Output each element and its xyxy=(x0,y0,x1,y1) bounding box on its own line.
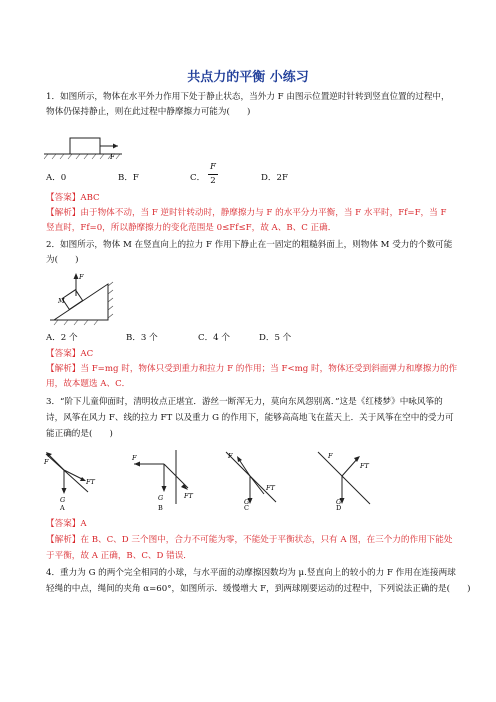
q3-fig-a-letter: A xyxy=(60,504,65,510)
q3-answer: 【答案】A xyxy=(46,519,87,529)
q3-fig-b-label-f: F xyxy=(132,454,137,462)
q3-fig-c-label-f: F xyxy=(228,452,233,460)
q2-analysis-line1: 【解析】当 F=mg 时，物体只受到重力和拉力 F 的作用；当 F<mg 时，物体还受到斜面弹力和摩擦力的作 xyxy=(46,364,458,374)
q1-fraction-bar xyxy=(208,174,218,175)
q1-option-a: A．0 xyxy=(46,173,67,183)
q3-analysis-line1: 【解析】在 B、C、D 三个图中，合力不可能为零，不能处于平衡状态，只有 A 图，在三个力的作用下能处 xyxy=(46,535,453,545)
q3-analysis-line2: 于平衡，故 A 正确，B、C、D 错误． xyxy=(46,551,192,561)
q3-figure-a xyxy=(40,444,120,510)
q1-option-c-denominator: 2 xyxy=(210,176,216,186)
q3-fig-b-label-g: G xyxy=(158,494,164,502)
q1-option-b: B．F xyxy=(118,173,139,183)
q3-fig-d-letter: D xyxy=(336,504,342,510)
q1-option-c-numerator: F xyxy=(210,162,216,172)
q3-fig-c-label-g: G xyxy=(244,498,250,506)
q3-stem-line2: 诗，风筝在风力 F、线的拉力 FT 以及重力 G 的作用下，能够高高地飞在蓝天上．关于风筝在空中的受力可 xyxy=(46,413,454,423)
q3-figure-c xyxy=(216,444,296,510)
q2-answer: 【答案】AC xyxy=(46,349,94,359)
q1-block xyxy=(70,138,100,154)
q3-fig-d-label-f: F xyxy=(328,452,333,460)
q1-stem-line1: 1．如图所示，物体在水平外力作用下处于静止状态，当外力 F 由图示位置逆时针转到竖直位置的过程中， xyxy=(46,92,450,102)
q3-stem-line3: 能正确的是( ) xyxy=(46,429,113,439)
q3-fig-a-label-ft: FT xyxy=(86,478,95,486)
q1-analysis-line2: 竖直时，Ff=0，所以静摩擦力的变化范围是 0≤Ff≤F，故 A、B、C 正确． xyxy=(46,223,337,233)
q3-fig-b-label-ft: FT xyxy=(184,492,193,500)
q3-fig-a-label-f: F xyxy=(44,458,49,466)
q4-stem-line1: 4．重力为 G 的两个完全相同的小球，与水平面的动摩擦因数均为 μ.竖直向上的较小的力 F 作用在连接两球 xyxy=(46,568,456,578)
q3-fig-d-label-g: G xyxy=(336,498,342,506)
q3-fig-a-label-g: G xyxy=(60,496,66,504)
q1-stem-line2: 物体仍保持静止，则在此过程中静摩擦力可能为( ) xyxy=(46,107,251,117)
q2-fig-label-f: F xyxy=(79,273,84,281)
q3-stem-line1: 3．“阶下儿童仰面时，清明妆点正堪宜．游丝一断浑无力，莫向东风怨别离．”这是《红楼梦》中咏风筝的 xyxy=(46,397,443,407)
q3-figure-d xyxy=(304,444,384,510)
q2-stem-line1: 2．如图所示，物体 M 在竖直向上的拉力 F 作用下静止在一固定的粗糙斜面上，则物体 M 受力的个数可能 xyxy=(46,240,453,250)
q2-figure xyxy=(46,270,128,328)
q1-analysis-line1: 【解析】由于物体不动，当 F 逆时针转动时，静摩擦力与 F 的水平分力平衡，当 F 水平时，Ff=F，当 F xyxy=(46,208,447,218)
q3-fig-c-letter: C xyxy=(244,504,249,510)
q2-analysis-line2: 用，故本题选 A、C． xyxy=(46,379,131,389)
q2-option-a: A．2 个 xyxy=(46,333,78,343)
q2-option-b: B．3 个 xyxy=(126,333,158,343)
q3-fig-c-label-ft: FT xyxy=(266,484,275,492)
page-title: 共点力的平衡 小练习 xyxy=(187,70,309,85)
q2-option-d: D．5 个 xyxy=(259,333,292,343)
q2-stem-line2: 为( ) xyxy=(46,255,79,265)
q1-option-c: C． xyxy=(190,173,206,183)
q3-fig-b-letter: B xyxy=(158,504,163,510)
q1-figure xyxy=(44,126,124,162)
q2-option-c: C．4 个 xyxy=(198,333,230,343)
q1-fig-label-f: F xyxy=(110,153,115,161)
q2-fig-label-m: M xyxy=(58,297,65,305)
q4-stem-line2: 轻绳的中点，绳间的夹角 α=60°，如图所示．缓慢增大 F，到两球刚要运动的过程中，下列说法正确的是( ) xyxy=(46,584,471,594)
q3-figure-b xyxy=(128,444,208,510)
q3-fig-d-label-ft: FT xyxy=(360,462,369,470)
q1-answer: 【答案】ABC xyxy=(46,193,100,203)
q1-option-d: D．2F xyxy=(261,173,288,183)
